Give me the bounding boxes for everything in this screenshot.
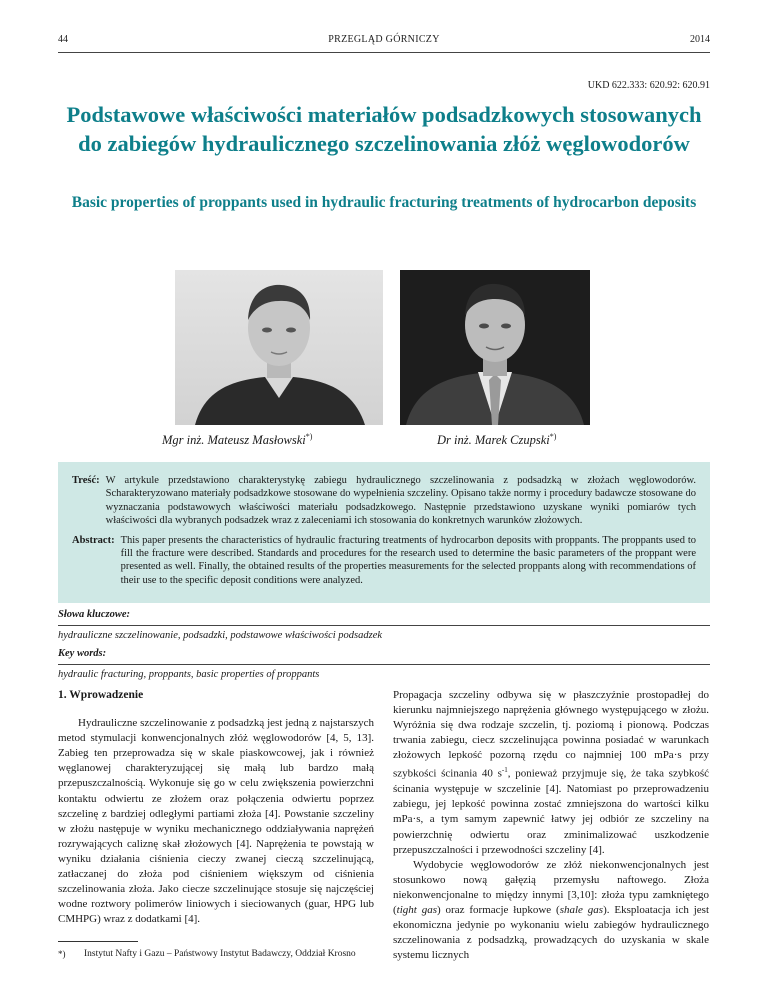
abstract-box — [58, 462, 710, 603]
text-run: ). Eksploatacja ich jest ekonomiczna jedynie po wykonaniu wielu zabiegów hydraulicznego szczelinowania z podsadzką, prowadzących do uzyskania w skale systemu licznych — [393, 903, 710, 962]
keywords-block — [58, 606, 710, 684]
abstract-polish — [72, 474, 696, 528]
ukd-classification: UKD 622.333: 620.92: 620.91 — [587, 80, 710, 91]
text-run: Wydobycie węglowodorów ze złóż niekonwencjonalnych jest stosunkowo nową gałęzią przemysłu naftowego. Złoża niekonwencjonalne to między innymi [3,10]: złoża typu zamkniętego ( — [393, 858, 709, 916]
author-czupski — [437, 432, 556, 448]
running-header — [58, 34, 710, 54]
abstract-english-label: Abstract: — [72, 534, 115, 546]
keywords-english-text: hydraulic fracturing, proppants, basic properties of proppants — [58, 669, 320, 680]
section-heading: 1. Wprowadzenie — [58, 689, 144, 701]
abstract-english-text: This paper presents the characteristics of hydraulic fracturing treatments of hydrocarbon deposits with proppants. The proppants used to fill the fracture were described. Standards and procedures for the research used to determine the basic parameters of the proppant were presented as well. Finally, the obtained results of the properties measurements for the selected proppants along with recommendations of their use to the specific deposit conditions were analyzed. — [120, 534, 696, 586]
keywords-english-heading: Key words: — [58, 648, 107, 659]
text-run: ) oraz formacje łupkowe ( — [437, 903, 560, 916]
footnote-mark: *) — [58, 949, 66, 960]
author-photo-maslowski — [175, 270, 383, 425]
title-polish: Podstawowe właściwości materiałów podsadzkowych stosowanych do zabiegów hydraulicznego szczelinowania złóż węglowodorów — [66, 102, 702, 156]
journal-name: PRZEGLĄD GÓRNICZY — [328, 34, 440, 45]
keywords-polish-heading: Słowa kluczowe: — [58, 609, 131, 620]
keywords-rule — [58, 664, 710, 665]
body-paragraph — [393, 858, 709, 964]
page-number: 44 — [58, 34, 68, 45]
author-photo-czupski — [400, 270, 590, 425]
author-name: Dr inż. Marek Czupski — [437, 433, 550, 448]
text-run: Propagacja szczeliny odbywa się w płaszczyźnie prostopadłej do kierunku najmniejszego naprężenia głównego występującego w złożu. Wyróżnia się dwa rodzaje szczelin, tj. poziomą i pionową. Podczas trwania zabiegu, ciecz szczelinująca powinna posiadać w warunkach złożowych lepkość pozorną rzędu co najmniej 100 mPa·s przy szybkości ścinania 40 s — [393, 689, 709, 781]
abstract-polish-label: Treść: — [72, 475, 100, 486]
affiliation-mark: *) — [305, 432, 313, 441]
abstract-polish-text: W artykule przedstawiono charakterystykę zabiegu hydraulicznego szczelinowania z podsadzką w złożach węglowodorów. Scharakteryzowano materiały podsadzkowe stosowane do wypełnienia szczeliny. Opisano także normy i procedury badawcze stosowane do wyznaczania podstawowych właściwości materiału podsadzkowego. Następnie przedstawiono uzyskane wyniki pomiarów tych właściwości dla wybranych podsadzek wraz z zaleceniami ich stosowania do konkretnych warunków złożowych. — [105, 475, 696, 527]
footnote — [58, 948, 374, 960]
author-name: Mgr inż. Mateusz Masłowski — [162, 433, 306, 448]
body-column-right — [393, 688, 709, 963]
keywords-polish-text: hydrauliczne szczelinowanie, podsadzki, podstawowe właściwości podsadzek — [58, 630, 383, 641]
footnote-text: Instytut Nafty i Gazu – Państwowy Instytut Badawczy, Oddział Krosno — [84, 949, 356, 960]
text-run: , ponieważ przyjmuje się, że taka szybkość ścinania występuje w szczelinie [4]. Natomiast po przeprowadzeniu zabiegu, jej lepkość powinna zostać zmniejszona do wartości kilku mPa·s, a tym samym zapewnić łatwy jej odbiór ze szczeliny na powierzchnię odwiertu oraz zminimalizować uszkodzenie przepuszczalności i przewodności szczeliny [4]. — [393, 768, 710, 856]
superscript: -1 — [501, 766, 508, 775]
title-english: Basic properties of proppants used in hydraulic fracturing treatments of hydrocarbon deposits — [71, 194, 697, 211]
journal-year: 2014 — [690, 34, 710, 45]
body-column-left — [58, 688, 374, 960]
body-paragraph: Hydrauliczne szczelinowanie z podsadzką jest jedną z najstarszych metod stymulacji konwencjonalnych złóż węglowodorów [4, 5, 13]. Zabieg ten przeprowadza się w skale piaskowcowej, jak i również węglanowej charakteryzującej się małą lub bardzo małą przepuszczalnością. Wykonuje się go w celu zwiększenia powierzchni kontaktu odwiertu ze złożem oraz połączenia odwiertu poprzez szczelinę z bardziej odległymi partiami złoża [4]. Powstanie szczeliny w złożu następuje w wyniku mechanicznego oddziaływania naprężeń rozrywających caliznę skał złożowych [4]. Naprężenia te powstają w wyniku działania ciśnienia cieczy zwanej cieczą szczelinującą, zatłaczanej do złoża pod ciśnieniem większym od ciśnienia szczelinowania złoża. Jako ciecze szczelinujące stosuje się najczęściej wodne roztwory polimerów liniowych i sieciowanych (guar, HPG lub CMHPG) wraz z dodatkami [4]. — [58, 717, 374, 926]
italic-term: shale gas — [559, 903, 604, 916]
abstract-english — [72, 534, 696, 588]
author-maslowski — [162, 432, 312, 448]
header-rule — [58, 52, 710, 53]
italic-term: tight gas — [396, 903, 437, 916]
body-paragraph — [393, 688, 709, 858]
keywords-rule — [58, 625, 710, 626]
footnote-rule — [58, 941, 138, 942]
affiliation-mark: *) — [549, 432, 557, 441]
